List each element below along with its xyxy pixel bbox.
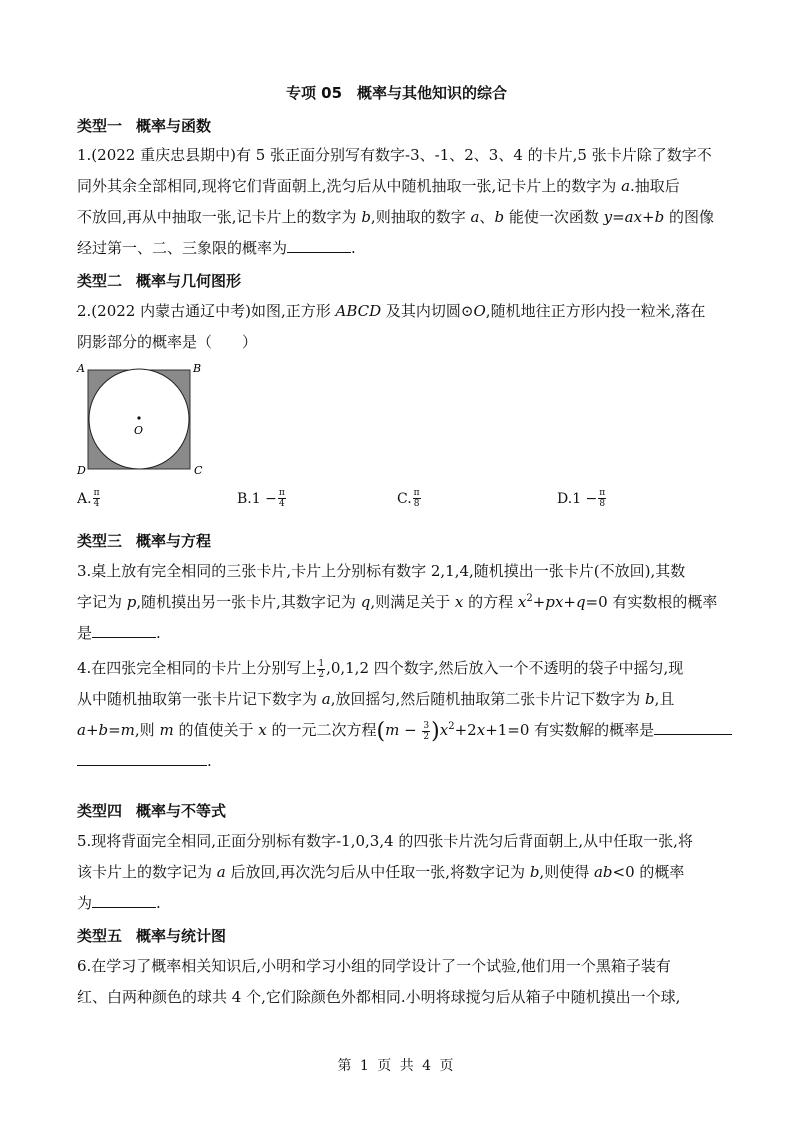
q5-line-2: 该卡片上的数字记为 a 后放回,再次洗匀后从中任取一张,将数字记为 b,则使得 ab<0 的概率 <box>77 863 685 881</box>
question-3 <box>77 556 717 649</box>
center-point <box>137 416 140 419</box>
option-b[interactable]: B. 1 − $\frac{\pi}{4}$ <box>237 488 285 509</box>
section-heading-1 <box>77 115 211 136</box>
question-1 <box>77 140 717 264</box>
answer-blank <box>654 718 732 735</box>
q2-line-1: 2.(2022 内蒙古通辽中考)如图,正方形 ABCD 及其内切圆⊙O,随机地往正方形内投一粒米,落在 <box>77 302 706 320</box>
option-c[interactable]: C. $\frac{\pi}{8}$ <box>397 488 420 509</box>
answer-blank <box>287 236 351 253</box>
section-label: 类型四 <box>77 802 123 820</box>
section-heading-2 <box>77 270 241 291</box>
vertex-label-a: A <box>77 362 85 375</box>
vertex-label-b: B <box>193 362 202 375</box>
q3-line-3: 是 . <box>77 618 717 649</box>
answer-blank-continued <box>77 749 207 766</box>
section-title: 概率与不等式 <box>136 802 227 820</box>
q1-line-1: 1.(2022 重庆忠县期中)有 5 张正面分别写有数字-3、-1、2、3、4 的卡片,5 张卡片除了数字不 <box>77 146 712 164</box>
section-label: 类型二 <box>77 272 123 290</box>
section-heading-3 <box>77 530 211 551</box>
q2-line-2: 阴影部分的概率是（ ） <box>77 333 258 351</box>
vertex-label-d: D <box>77 464 86 475</box>
q3-line-1: 3.桌上放有完全相同的三张卡片,卡片上分别标有数字 2,1,4,随机摸出一张卡片(不放回),其数 <box>77 562 686 580</box>
q5-line-1: 5.现将背面完全相同,正面分别标有数字-1,0,3,4 的四张卡片洗匀后背面朝上,从中任取一张,将 <box>77 832 693 850</box>
q1-line-4: 经过第一、二、三象限的概率为 . <box>77 233 717 264</box>
q4-line-1: 4.在四张完全相同的卡片上分别写上 $\frac{1}{2}$ ,0,1,2 四个数字,然后放入一个不透明的袋子中摇匀,现 <box>77 658 684 680</box>
center-label-o: O <box>134 424 144 437</box>
q1-line-3: 不放回,再从中抽取一张,记卡片上的数字为 b,则抽取的数字 a、b 能使一次函数 y=ax+b 的图像 <box>77 208 714 226</box>
vertex-label-c: C <box>194 464 203 475</box>
answer-blank <box>92 621 156 638</box>
q4-line-4: . <box>77 746 717 777</box>
question-4 <box>77 653 717 777</box>
section-label: 类型一 <box>77 117 123 135</box>
section-title: 概率与几何图形 <box>136 272 242 290</box>
question-5 <box>77 826 717 919</box>
question-2 <box>77 296 717 358</box>
q6-line-2: 红、白两种颜色的球共 4 个,它们除颜色外都相同.小明将球搅匀后从箱子中随机摸出一个球, <box>77 988 681 1006</box>
q6-line-1: 6.在学习了概率相关知识后,小明和学习小组的同学设计了一个试验,他们用一个黑箱子装有 <box>77 957 671 975</box>
q4-line-2: 从中随机抽取第一张卡片记下数字为 a,放回摇匀,然后随机抽取第二张卡片记下数字为 b,且 <box>77 690 675 708</box>
page-title: 专项 05 概率与其他知识的综合 <box>285 84 508 102</box>
option-a[interactable]: A. $\frac{\pi}{4}$ <box>77 488 100 509</box>
section-label: 类型五 <box>77 927 123 945</box>
section-heading-5 <box>77 925 226 946</box>
q5-line-3: 为 . <box>77 888 717 919</box>
question-6 <box>77 951 717 1013</box>
q1-line-2: 同外其余全部相同,现将它们背面朝上,洗匀后从中随机抽取一张,记卡片上的数字为 a.抽取后 <box>77 177 680 195</box>
section-heading-4 <box>77 800 226 821</box>
square-incircle-figure <box>74 360 209 475</box>
section-title: 概率与统计图 <box>136 927 227 945</box>
section-title: 概率与方程 <box>136 532 212 550</box>
q3-line-2: 字记为 p,随机摸出另一张卡片,其数字记为 q,则满足关于 x 的方程 $x^2+px+q=0$ 有实数根的概率 <box>77 593 718 611</box>
section-title: 概率与函数 <box>136 117 212 135</box>
option-d[interactable]: D. 1 − $\frac{\pi}{8}$ <box>557 488 606 509</box>
section-label: 类型三 <box>77 532 123 550</box>
q4-line-3: a+b=m,则 m 的值使关于 x 的一元二次方程(m − $\frac{3}{2}$ )$x^2+2x+1=0$ 有实数解的概率是 <box>77 715 717 746</box>
page-footer: 第 1 页 共 4 页 <box>337 1058 456 1074</box>
answer-blank <box>92 891 156 908</box>
